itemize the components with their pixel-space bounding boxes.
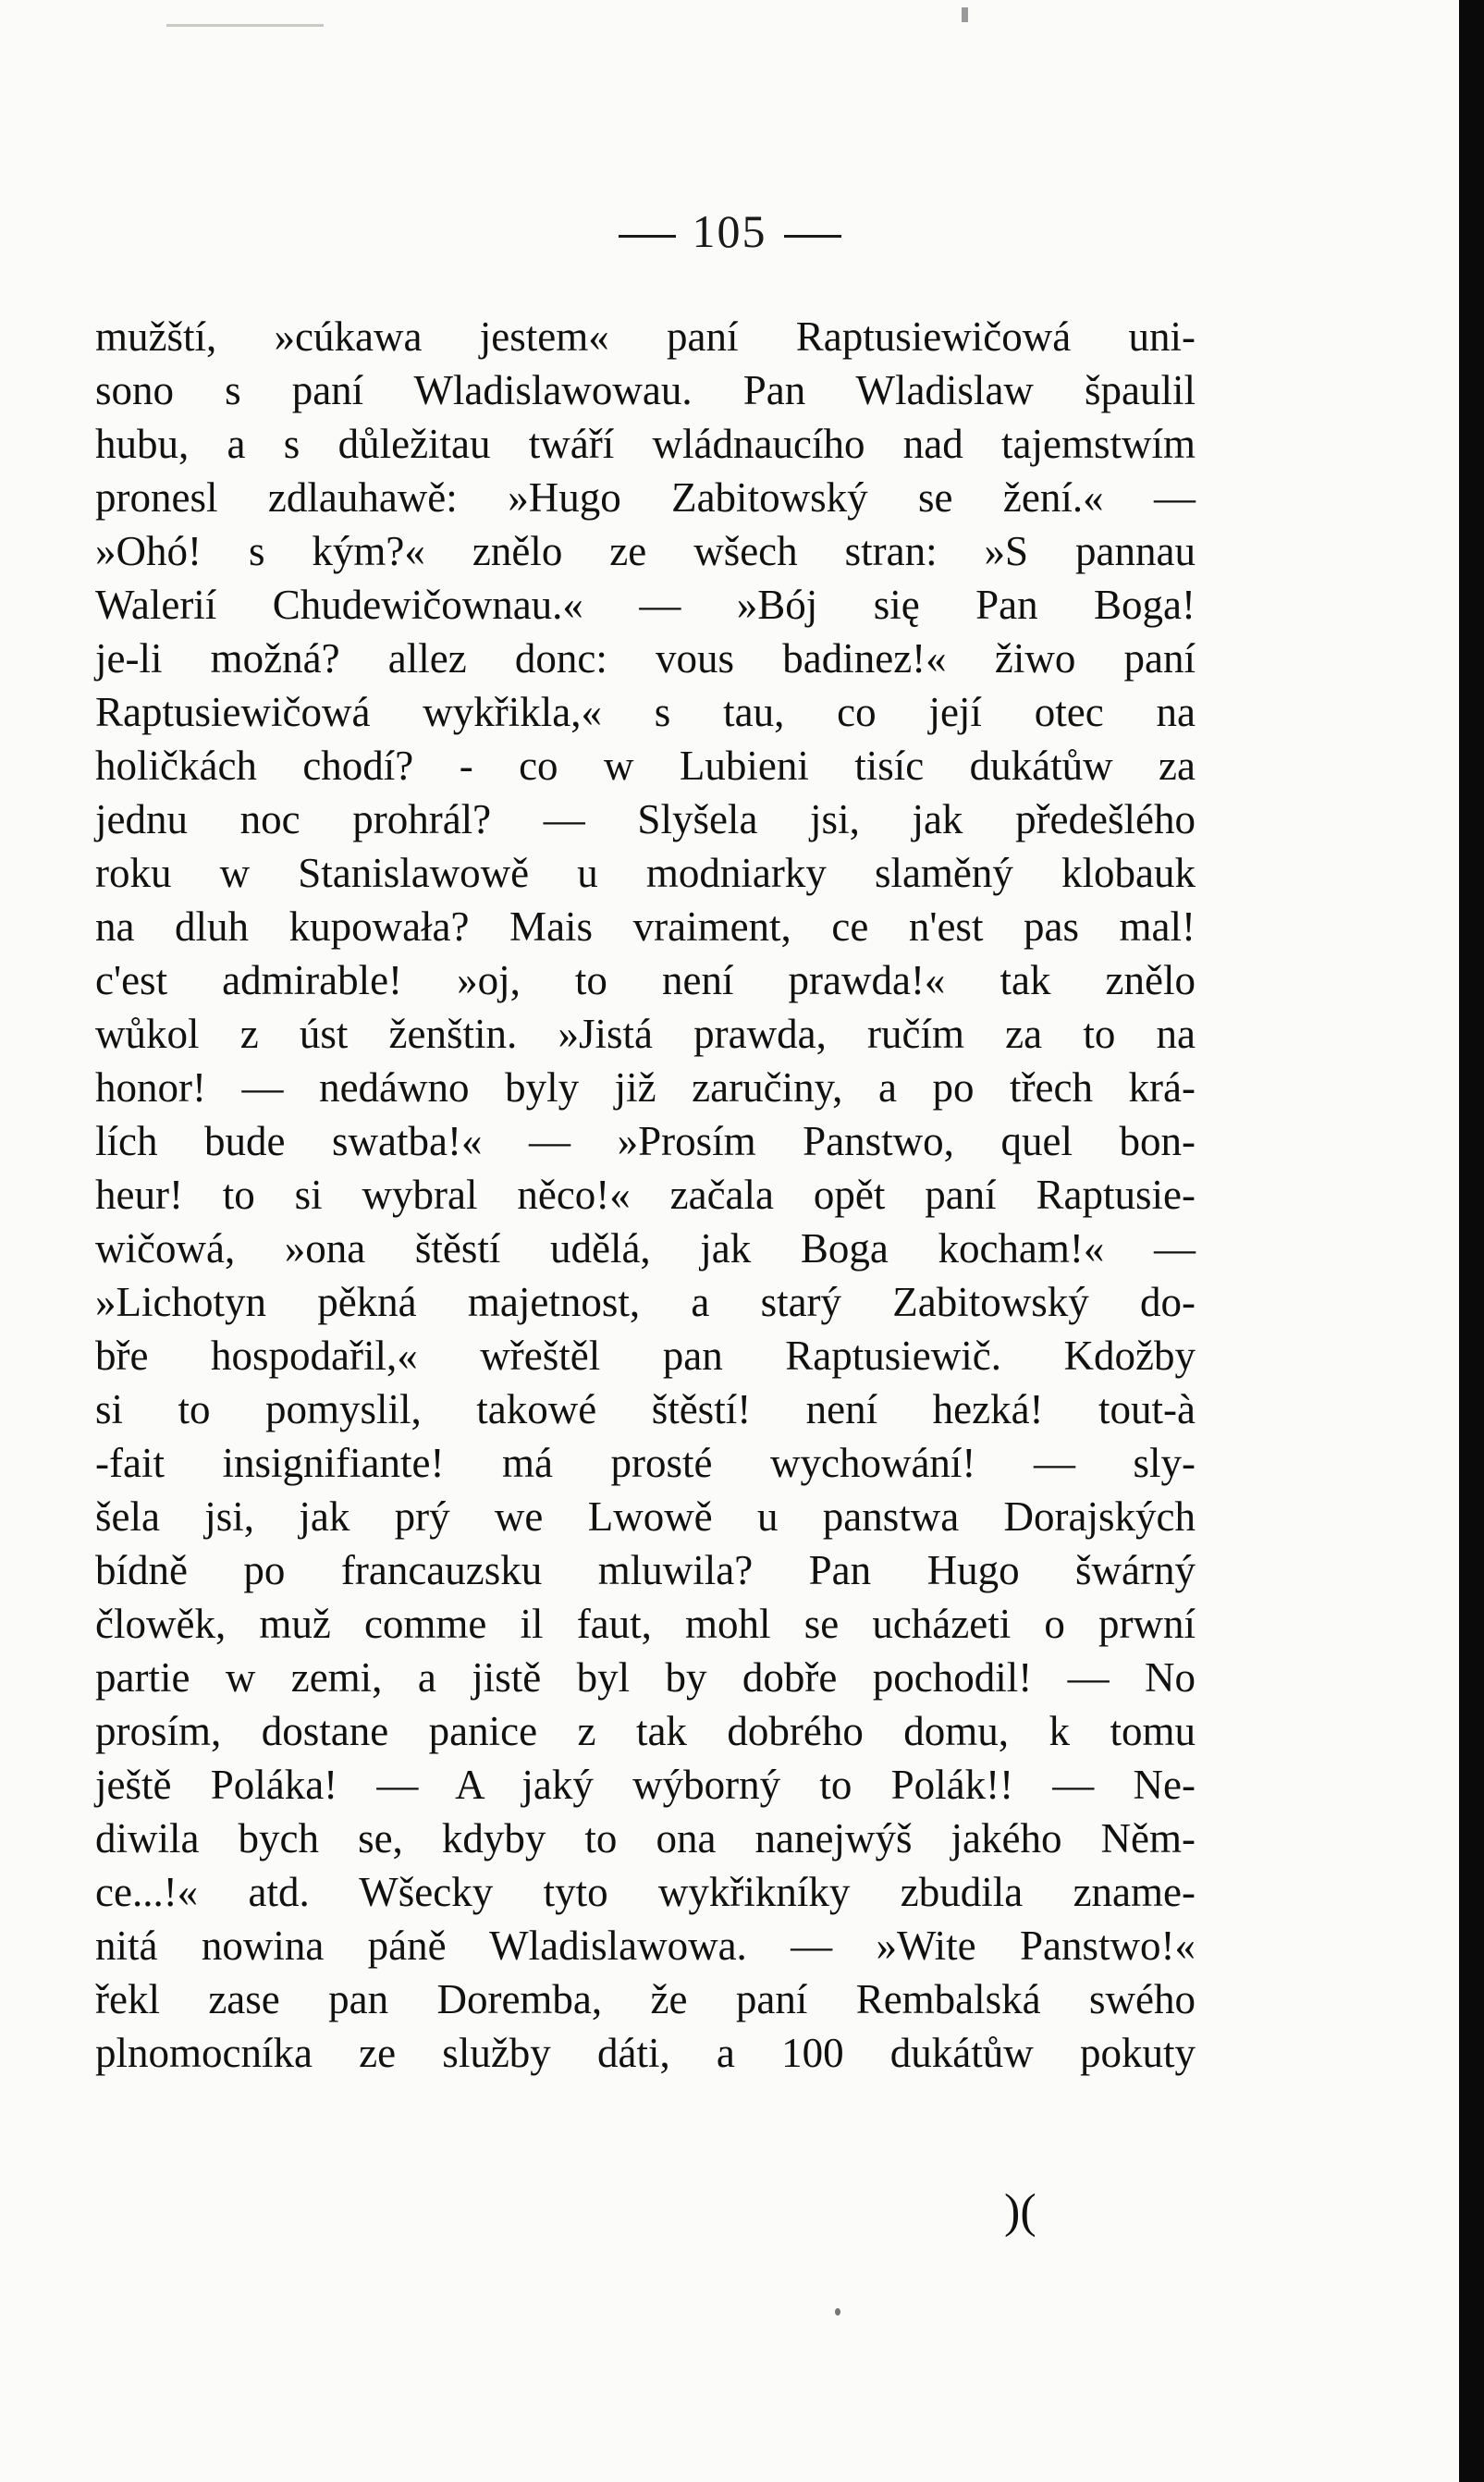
text-line: na dluh kupowała? Mais vraiment, ce n'est pas mal! xyxy=(95,903,1196,950)
text-line: ce...!« atd. Wšecky tyto wykřikníky zbudila zname- xyxy=(95,1869,1196,1915)
text-line: -fait insignifiante! má prosté wychowání! — sly- xyxy=(95,1440,1196,1486)
text-line: prosím, dostane panice z tak dobrého domu, k tomu xyxy=(95,1708,1196,1754)
text-line: člowěk, muž comme il faut, mohl se ucházeti o prwní xyxy=(95,1601,1196,1647)
text-line: roku w Stanislawowě u modniarky slaměný klobauk xyxy=(95,850,1196,896)
ink-speck xyxy=(962,7,968,22)
text-line: »Lichotyn pěkná majetnost, a starý Zabitowský do- xyxy=(95,1279,1196,1325)
signature-mark: )( xyxy=(1004,2185,1036,2238)
text-line: diwila bych se, kdyby to ona nanejwýš jakého Něm- xyxy=(95,1815,1196,1862)
text-line: »Ohó! s kým?« znělo ze wšech stran: »S pannau xyxy=(95,528,1196,574)
body-text xyxy=(95,310,1196,2080)
text-line: plnomocníka ze služby dáti, a 100 dukátůw pokuty xyxy=(95,2030,1196,2076)
text-line: holičkách chodí? - co w Lubieni tisíc dukátůw za xyxy=(95,743,1196,789)
text-line: šela jsi, jak prý we Lwowě u panstwa Dorajských xyxy=(95,1493,1196,1540)
page-number: 105 xyxy=(692,205,767,257)
page-header xyxy=(0,202,1459,261)
top-rule xyxy=(166,24,324,27)
scan-edge xyxy=(1459,0,1484,2482)
text-line: je-li možná? allez donc: vous badinez!« žiwo paní xyxy=(95,635,1196,682)
text-line: pronesl zdlauhawě: »Hugo Zabitowský se žení.« — xyxy=(95,474,1196,521)
text-line: řekl zase pan Doremba, že paní Rembalská swého xyxy=(95,1976,1196,2022)
text-line: c'est admirable! »oj, to není prawda!« tak znělo xyxy=(95,957,1196,1003)
text-line: bře hospodařil,« wřeštěl pan Raptusiewič. Kdožby xyxy=(95,1333,1196,1379)
header-dash-left xyxy=(619,235,676,238)
text-line: ještě Poláka! — A jaký wýborný to Polák!! — Ne- xyxy=(95,1762,1196,1808)
ink-speck xyxy=(835,2308,840,2316)
text-line: hubu, a s důležitau twáří wládnaucího nad tajemstwím xyxy=(95,421,1196,467)
text-line: Walerií Chudewičownau.« — »Bój się Pan Boga! xyxy=(95,582,1196,628)
text-line: wičowá, »ona štěstí udělá, jak Boga kocham!« — xyxy=(95,1225,1196,1272)
text-line: honor! — nedáwno byly již zaručiny, a po třech krá- xyxy=(95,1064,1196,1111)
header-dash-right xyxy=(784,235,841,238)
text-line: bídně po francauzsku mluwila? Pan Hugo šwárný xyxy=(95,1547,1196,1593)
text-line: partie w zemi, a jistě byl by dobře pochodil! — No xyxy=(95,1654,1196,1701)
text-line: nitá nowina páně Wladislawowa. — »Wite Panstwo!« xyxy=(95,1923,1196,1969)
text-line: Raptusiewičowá wykřikla,« s tau, co její otec na xyxy=(95,689,1196,735)
text-line: mužští, »cúkawa jestem« paní Raptusiewičowá uni- xyxy=(95,313,1196,360)
text-line: jednu noc prohrál? — Slyšela jsi, jak předešlého xyxy=(95,796,1196,842)
text-line: wůkol z úst ženštin. »Jistá prawda, ručím za to na xyxy=(95,1011,1196,1057)
text-line: sono s paní Wladislawowau. Pan Wladislaw špaulil xyxy=(95,367,1196,413)
text-line: si to pomyslil, takowé štěstí! není hezká! tout-à xyxy=(95,1386,1196,1432)
text-line: lích bude swatba!« — »Prosím Panstwo, quel bon- xyxy=(95,1118,1196,1164)
text-line: heur! to si wybral něco!« začala opět paní Raptusie- xyxy=(95,1172,1196,1218)
